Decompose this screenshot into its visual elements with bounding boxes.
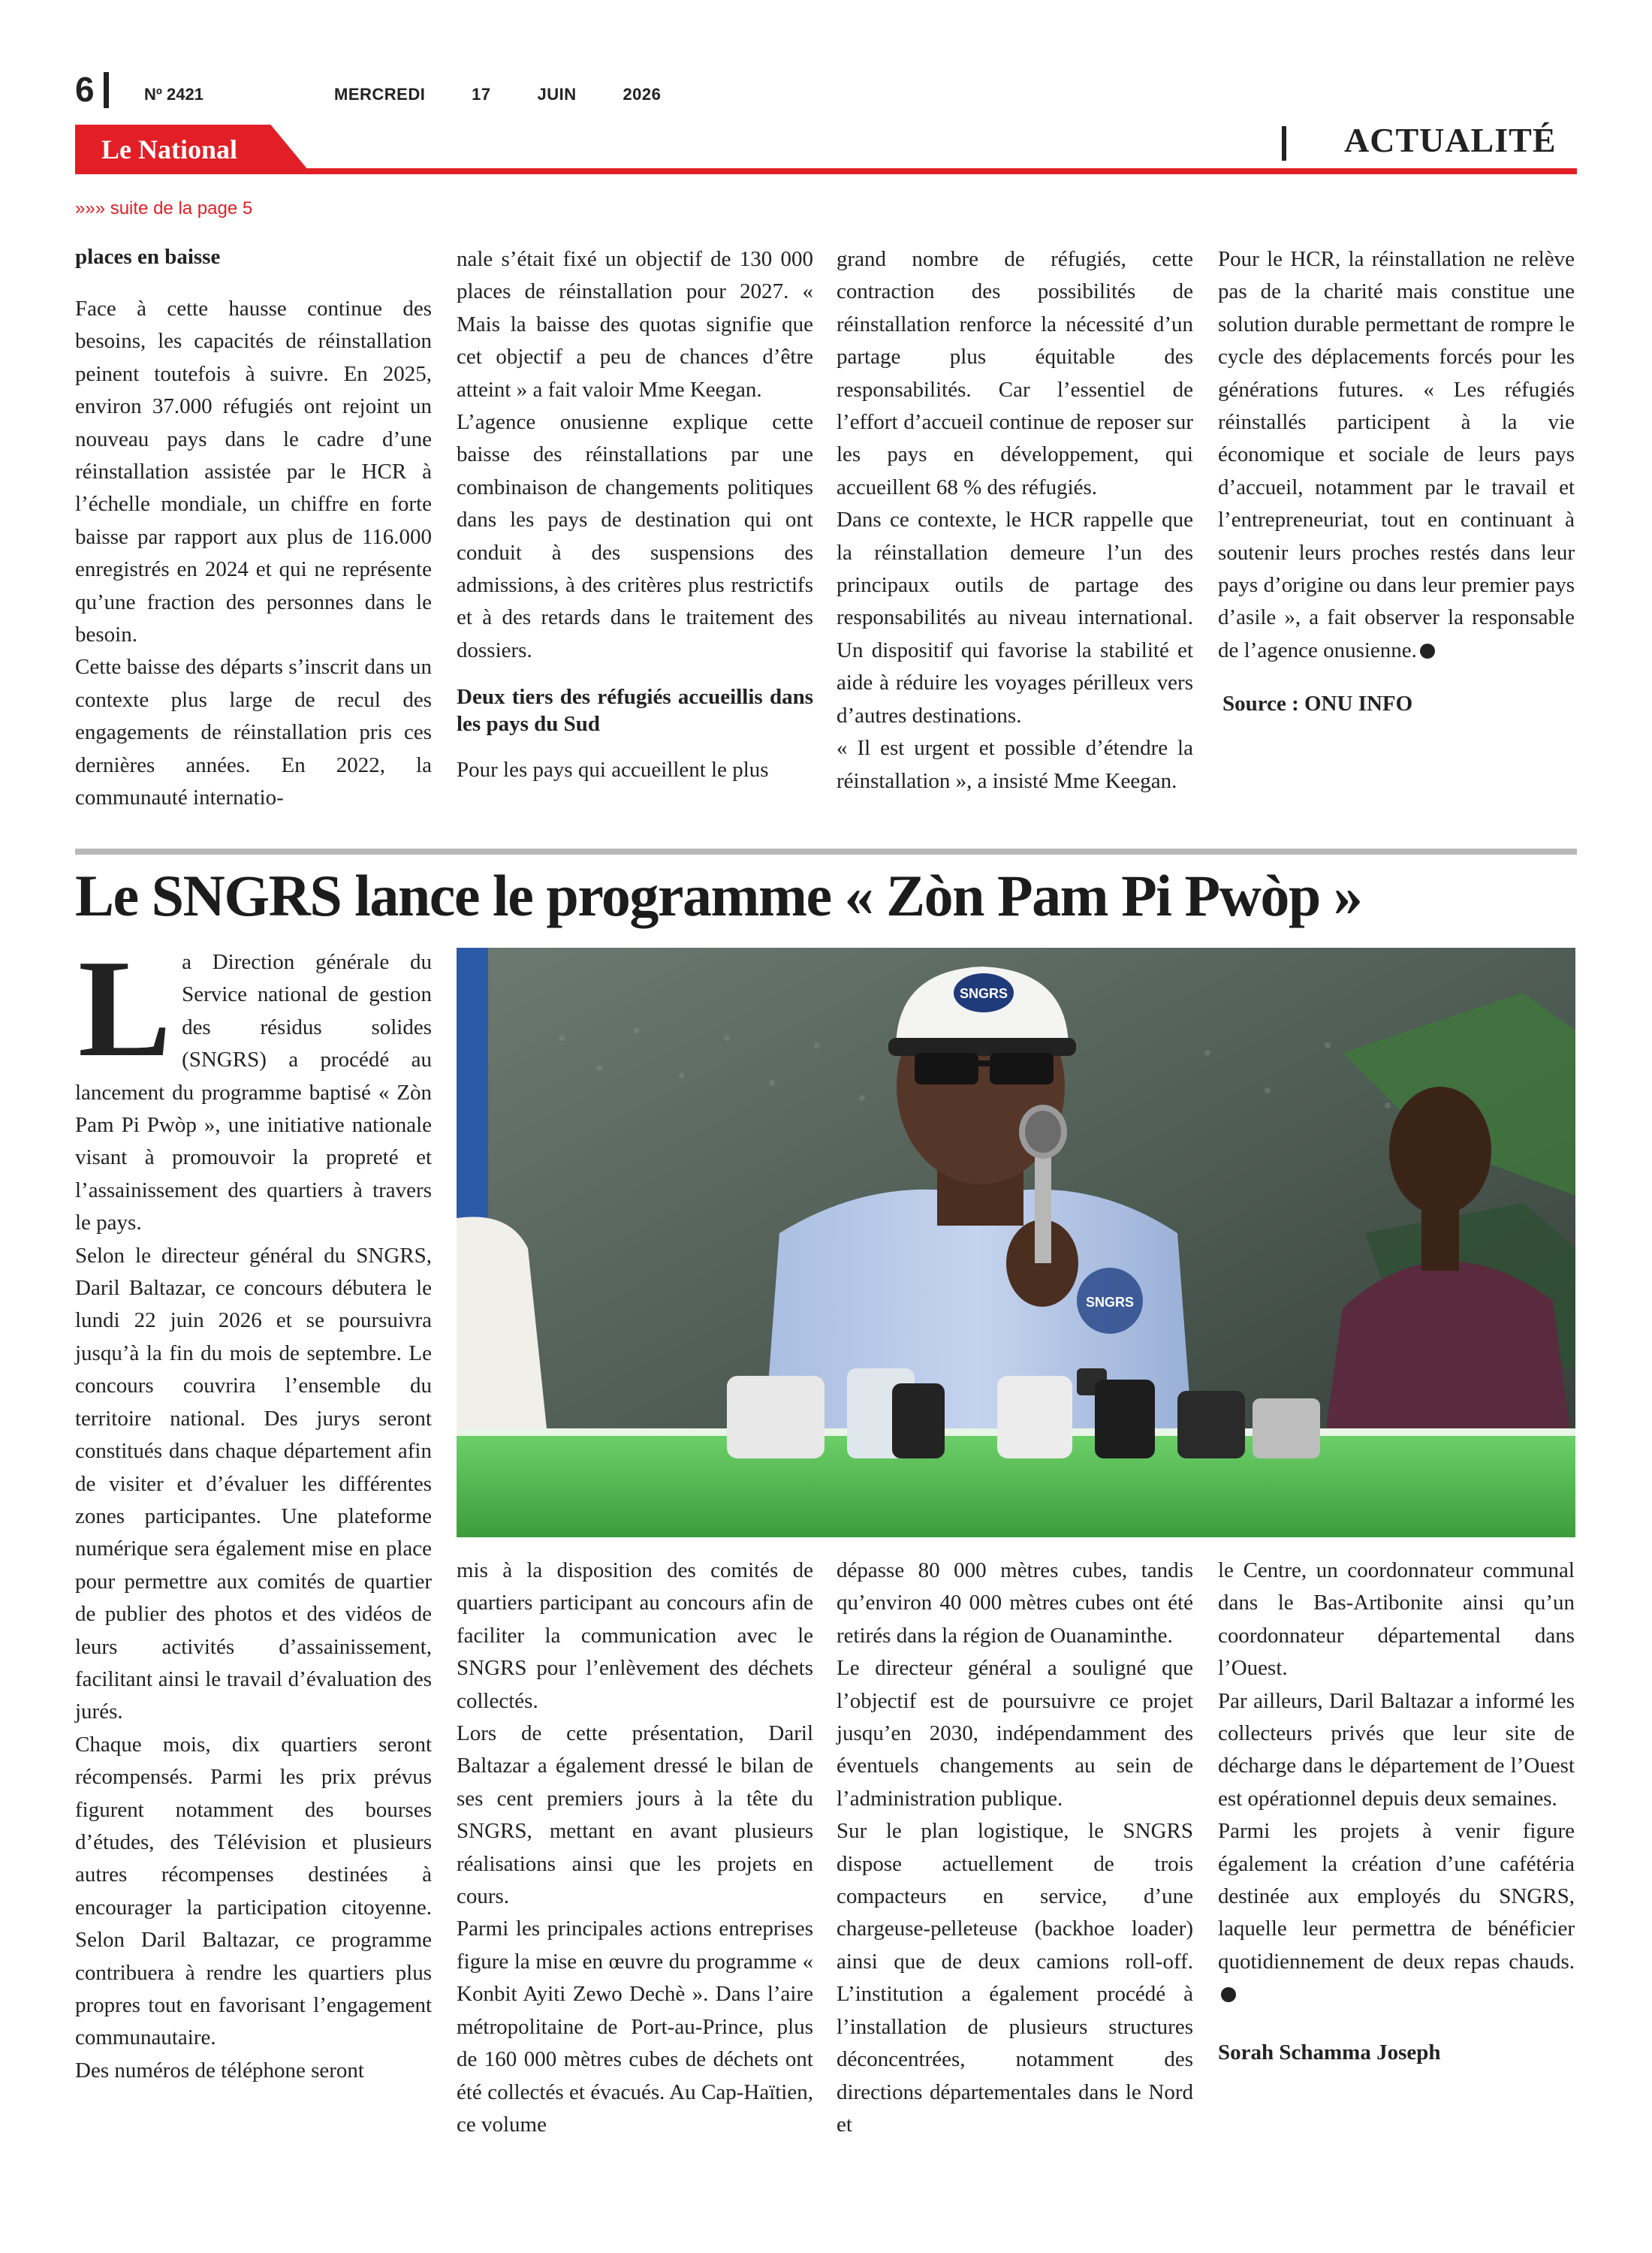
end-mark-icon xyxy=(1221,1987,1236,2002)
paragraph: Face à cette hausse continue des besoins, les capacités de réinstallation peinent toutefois à suivre. En 2025, environ 37.000 réfugiés ont rejoint un nouveau pays dans le cadre d’une réinstallation assistée par le HCR à l’échelle mondiale, un chiffre en forte baisse par rapport aux plus de 116.000 enregistrés en 2024 et qui ne représente qu’une fraction des personnes dans le besoin. xyxy=(75,297,432,647)
end-mark-icon xyxy=(1420,644,1435,659)
press-conference-photo xyxy=(457,948,1575,1537)
paragraph: le Centre, un coordonnateur communal dans le Bas-Artibonite ainsi qu’un coordonnateur départemental dans l’Ouest. xyxy=(1218,1558,1575,1681)
paragraph: Le directeur général a souligné que l’objectif est de poursuivre ce projet jusqu’en 2030, indépendamment des éventuels changements au sein de l’administration publique. xyxy=(837,1656,1193,1811)
paragraph: Cette baisse des départs s’inscrit dans un contexte plus large de recul des engagements de réinstallation pris ces dernières années. En 2022, la communauté internatio- xyxy=(75,655,432,810)
paragraph: « Il est urgent et possible d’étendre la réinstallation », a insisté Mme Keegan. xyxy=(837,736,1193,793)
page-number-divider xyxy=(104,72,109,108)
page-number: 6 xyxy=(75,70,95,109)
paragraph: Lors de cette présentation, Daril Baltazar a également dressé le bilan de ses cent premiers jours à la tête du SNGRS, mettant en avant plusieurs réalisations ainsi que les projets en cours. xyxy=(457,1721,813,1909)
continued-from-note: »»» suite de la page 5 xyxy=(75,198,253,219)
cap-badge-text: SNGRS xyxy=(959,986,1008,1001)
paragraph: La Direction générale du Service national de gestion des résidus solides (SNGRS) a procédé au lancement du programme baptisé « Zòn Pam Pi Pwòp », une initiative nationale visant à promouvoir la propreté et l’assainissement des quartiers à travers le pays. xyxy=(75,931,432,1235)
paragraph: grand nombre de réfugiés, cette contraction des possibilités de réinstallation renforce la nécessité d’un partage plus équitable des responsabilités. Car l’essentiel de l’effort d’accueil continue de reposer sur les pays en développement, qui accueillent 68 % des réfugiés. xyxy=(837,247,1193,499)
article-divider xyxy=(75,849,1577,855)
paragraph: Dans ce contexte, le HCR rappelle que la réinstallation demeure l’un des principaux outils de partage des responsabilités au niveau international. Un dispositif qui favorise la stabilité et aide à réduire les voyages périlleux vers d’autres destinations. xyxy=(837,508,1193,728)
article1-column-4 xyxy=(1218,243,1575,721)
article2-column-1 xyxy=(75,931,432,2087)
paragraph: nale s’était fixé un objectif de 130 000 places de réinstallation pour 2027. « Mais la baisse des quotas signifie que cet objectif a peu de chances d’être atteint » a fait valoir Mme Keegan. xyxy=(457,247,813,402)
article1-column-3 xyxy=(837,243,1193,798)
paragraph: Par ailleurs, Daril Baltazar a informé les collecteurs privés que leur site de décharge dans le département de l’Ouest est opérationnel depuis deux semaines. xyxy=(1218,1688,1575,1811)
photo-illustration xyxy=(457,948,1575,1537)
article2-column-4 xyxy=(1218,1555,1575,2069)
paragraph: Pour les pays qui accueillent le plus xyxy=(457,758,769,783)
section-title: ACTUALITÉ xyxy=(1344,121,1557,159)
header-rule xyxy=(75,168,1577,174)
shirt-badge-text: SNGRS xyxy=(1085,1295,1135,1310)
paragraph: mis à la disposition des comités de quartiers participant au concours afin de faciliter la communication avec le SNGRS pour l’enlèvement des déchets collectés. xyxy=(457,1558,813,1713)
article1-source: Source : ONU INFO xyxy=(1222,692,1413,716)
article2-byline: Sorah Schamma Joseph xyxy=(1218,2040,1441,2064)
paragraph: dépasse 80 000 mètres cubes, tandis qu’environ 40 000 mètres cubes ont été retirés dans la région de Ouanaminthe. xyxy=(837,1558,1193,1648)
section-divider xyxy=(1282,126,1286,161)
paragraph: Pour le HCR, la réinstallation ne relève pas de la charité mais constitue une solution durable permettant de rompre le cycle des déplacements forcés pour les générations futures. « Les réfugiés réinstallés participent à la vie économique et sociale de leurs pays d’accueil, notamment par le travail et l’entrepreneuriat, tout en continuant à soutenir leurs proches restés dans leur pays d’origine ou dans leur premier pays d’asile », a fait observer la responsable de l’agence onusienne. xyxy=(1218,247,1575,662)
paragraph: Chaque mois, dix quartiers seront récompensés. Parmi les prix prévus figurent notamment des bourses d’études, des Télévision et plusieurs autres récompenses destinées à encourager la participation citoyenne. Selon Daril Baltazar, ce programme contribuera à rendre les quartiers plus propres tout en favorisant l’engagement communautaire. xyxy=(75,1732,432,2050)
brand-name: Le National xyxy=(101,134,238,164)
issue-number: Nº 2421 xyxy=(144,85,203,104)
paragraph: Des numéros de téléphone seront xyxy=(75,2058,364,2083)
paragraph: Sur le plan logistique, le SNGRS dispose actuellement de trois compacteurs en service, d’une chargeuse-pelleteuse (backhoe loader) ainsi que de deux camions roll-off. L’institution a également procédé à l’installation de plusieurs structures déconcentrées, notamment des directions départementales dans le Nord et xyxy=(837,1819,1193,2137)
article2-column-2 xyxy=(457,1555,813,2141)
article1-subhead-2: Deux tiers des réfugiés accueillis dans les pays du Sud xyxy=(457,685,813,737)
paragraph: Selon le directeur général du SNGRS, Daril Baltazar, ce concours débutera le lundi 22 juin 2026 et se poursuivra jusqu’à la fin du mois de septembre. Le concours couvrira l’ensemble du territoire national. Des jurys seront constitués dans chaque département afin de visiter et d’évaluer les différentes zones participantes. Une plateforme numérique sera également mise en place pour permettre aux comités de quartier de publier des photos et des vidéos de leurs activités d’assainissement, facilitant ainsi le travail d’évaluation des jurés. xyxy=(75,1243,432,1724)
paragraph: L’agence onusienne explique cette baisse des réinstallations par une combinaison de changements politiques dans les pays de destination qui ont conduit à des suspensions des admissions, à des critères plus restrictifs et à des retards dans le traitement des dossiers. xyxy=(457,410,813,662)
paragraph: Parmi les projets à venir figure également la création d’une cafétéria destinée aux employés du SNGRS, laquelle leur permettra de bénéficier quotidiennement de deux repas chauds. xyxy=(1218,1815,1575,2010)
paragraph: Parmi les principales actions entreprises figure la mise en œuvre du programme « Konbit Ayiti Zewo Dechè ». Dans l’aire métropolitaine de Port-au-Prince, plus de 160 000 mètres cubes de déchets ont été collectés et évacués. Au Cap-Haïtien, ce volume xyxy=(457,1917,813,2137)
article1-column-1 xyxy=(75,243,432,815)
article1-subhead: places en baisse xyxy=(75,245,221,269)
article2-headline: Le SNGRS lance le programme « Zòn Pam Pi Pwòp » xyxy=(75,863,1362,928)
drop-cap: L xyxy=(78,931,172,1086)
issue-date: MERCREDI 17 JUIN 2026 xyxy=(334,85,662,104)
article1-column-2 xyxy=(457,243,813,787)
article2-column-3 xyxy=(837,1555,1193,2141)
